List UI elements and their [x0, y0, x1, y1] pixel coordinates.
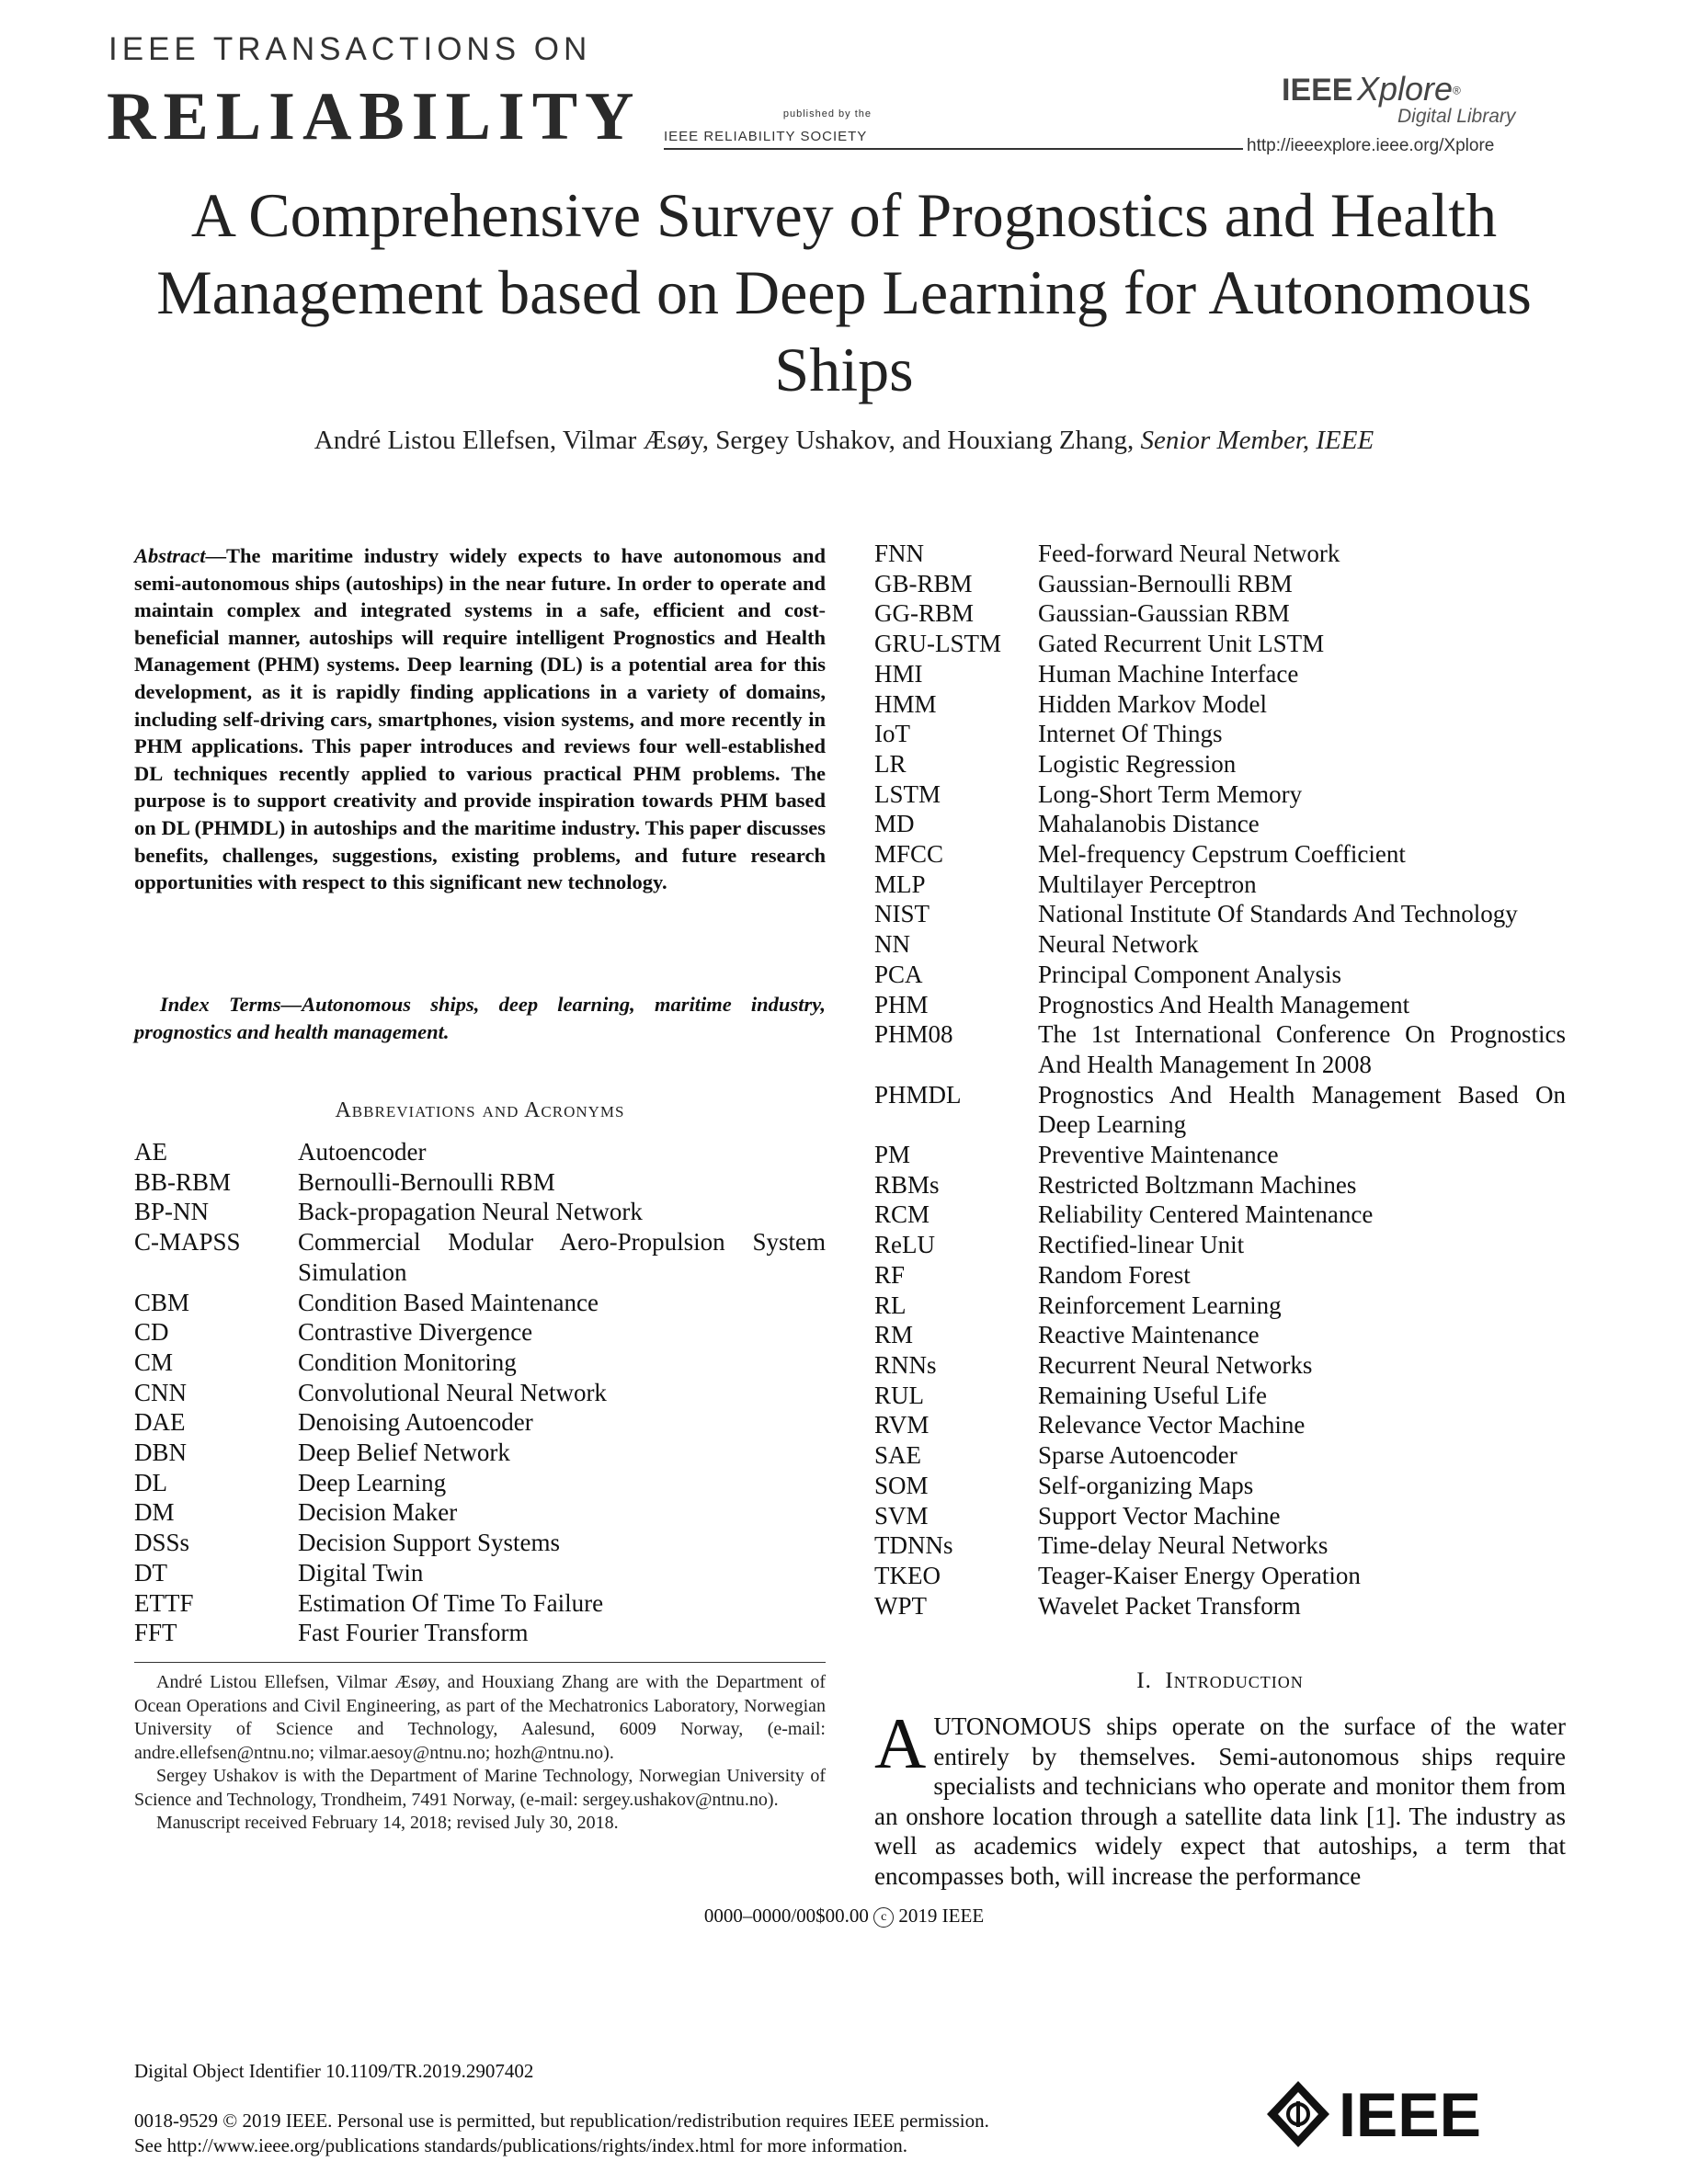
abbreviation-term: TDNNs	[874, 1531, 953, 1560]
abbreviation-definition: Feed-forward Neural Network	[1038, 540, 1340, 567]
abbreviation-term: CD	[134, 1318, 169, 1347]
footnote-affiliation-1: André Listou Ellefsen, Vilmar Æsøy, and Houxiang Zhang are with the Department of Ocean Operations and Civil Engineering, as part of the Mechatronics Laboratory, Norwegian University of Science and Technology, Aalesund, 6009 Norway, (e-mail: andre.ellefsen@ntnu.no; vilmar.aesoy@ntnu.no; hozh@ntnu.no).	[134, 1672, 826, 1763]
abbreviation-term: RM	[874, 1321, 914, 1349]
abbreviation-term: HMI	[874, 659, 923, 688]
abbreviation-row	[874, 809, 1566, 839]
abbreviation-definition: Principal Component Analysis	[1038, 960, 1341, 988]
abbreviation-definition: Deep Learning	[298, 1468, 447, 1496]
abbreviation-row	[874, 689, 1566, 720]
abbreviation-term: MFCC	[874, 840, 944, 869]
intro-text: ships operate on the surface of the water entirely by themselves. Semi-autonomous ships require specialists and technicians who operate and monitor them from an onshore location through a satellite data link [1]. The industry as well as academics widely expect that autoships, a term that encompasses both, will increase the performance	[874, 1712, 1566, 1890]
abbreviation-definition: Bernoulli-Bernoulli RBM	[298, 1167, 555, 1196]
abbreviation-term: DAE	[134, 1408, 186, 1437]
abbreviation-row	[134, 1588, 826, 1619]
journal-name: RELIABILITY	[107, 79, 642, 154]
abbreviation-definition: Hidden Markov Model	[1038, 689, 1267, 718]
abbreviation-definition: Estimation Of Time To Failure	[298, 1588, 604, 1617]
index-terms-label: Index Terms	[160, 993, 281, 1016]
abbreviation-term: BB-RBM	[134, 1167, 232, 1196]
abbreviation-definition: Neural Network	[1038, 930, 1199, 959]
abbreviation-term: PHM08	[874, 1020, 953, 1049]
abbreviation-definition: Reinforcement Learning	[1038, 1291, 1282, 1319]
abbreviation-definition: Condition Monitoring	[298, 1348, 517, 1376]
abbreviation-term: RVM	[874, 1411, 930, 1439]
abbreviation-term: GB-RBM	[874, 569, 973, 597]
abbreviation-term: DL	[134, 1468, 167, 1496]
abbreviation-row	[874, 569, 1566, 599]
abbreviation-row	[134, 1528, 826, 1558]
abbreviation-definition: Condition Based Maintenance	[298, 1288, 599, 1316]
abbreviation-definition: Random Forest	[1038, 1260, 1191, 1289]
footnote-affiliation-2: Sergey Ushakov is with the Department of Marine Technology, Norwegian University of Science and Technology, Trondheim, 7491 Norway, (e-mail: sergey.ushakov@ntnu.no).	[134, 1766, 826, 1810]
abbreviation-definition: The 1st International Conference On Prognostics And Health Management In 2008	[1038, 1020, 1566, 1078]
abbreviation-term: MD	[874, 810, 915, 838]
abbreviation-row	[874, 1320, 1566, 1350]
abbreviation-definition: Logistic Regression	[1038, 749, 1237, 778]
abbreviation-term: BP-NN	[134, 1198, 210, 1226]
abbreviation-row	[134, 1558, 826, 1588]
abbreviation-term: SAE	[874, 1441, 922, 1470]
abbreviation-term: LR	[874, 749, 907, 778]
abbreviation-row	[874, 1561, 1566, 1591]
abbreviation-list-right	[874, 539, 1566, 1621]
abbreviation-term: TKEO	[874, 1561, 941, 1589]
abbreviation-term: RCM	[874, 1200, 930, 1229]
abbreviation-term: NIST	[874, 900, 930, 928]
abbreviation-term: DBN	[134, 1439, 188, 1467]
abbreviation-row	[874, 629, 1566, 659]
ieee-xplore-logo	[1282, 70, 1461, 108]
permission-notice	[134, 2109, 989, 2158]
abbreviation-term: CBM	[134, 1288, 190, 1316]
abbreviation-term: RL	[874, 1291, 907, 1319]
introduction-body	[874, 1703, 1566, 1891]
abstract-text: The maritime industry widely expects to have autonomous and semi-autonomous ships (autoships) in the near future. In order to operate and maintain complex and integrated systems in a safe, efficient and cost-beneficial manner, autoships will require intelligent Prognostics and Health Management (PHM) systems. Deep learning (DL) is a potential area for this development, as it is rapidly finding applications in a variety of domains, including self-driving cars, smartphones, vision systems, and more recently in PHM applications. This paper introduces and reviews four well-established DL techniques recently applied to various practical PHM problems. The purpose is to support creativity and provide inspiration towards PHM based on DL (PHMDL) in autoships and the maritime industry. This paper discusses benefits, challenges, suggestions, existing problems, and future research opportunities with respect to this significant new technology.	[134, 544, 826, 894]
abbreviation-definition: Rectified-linear Unit	[1038, 1231, 1245, 1259]
abbreviation-definition: Mahalanobis Distance	[1038, 810, 1260, 838]
abbreviation-row	[874, 1260, 1566, 1291]
published-by-label: published by the	[782, 108, 872, 119]
abbreviation-definition: Reliability Centered Maintenance	[1038, 1200, 1374, 1229]
abbreviation-row	[134, 1378, 826, 1408]
abbreviation-row	[134, 1468, 826, 1498]
abbreviation-definition: Gaussian-Bernoulli RBM	[1038, 569, 1293, 597]
abbreviation-term: MLP	[874, 870, 926, 898]
abbreviation-row	[874, 1501, 1566, 1531]
ieee-logo-text: IEEE	[1339, 2080, 1481, 2149]
abbreviation-row	[874, 659, 1566, 689]
abbreviation-definition: Contrastive Divergence	[298, 1318, 533, 1347]
abbreviation-row	[134, 1438, 826, 1468]
abbreviation-definition: Time-delay Neural Networks	[1038, 1531, 1329, 1560]
abbreviation-definition: Back-propagation Neural Network	[298, 1198, 643, 1226]
abbreviation-term: C-MAPSS	[134, 1228, 241, 1257]
xplore-ieee-text: IEEE	[1282, 73, 1353, 108]
abbreviation-term: RBMs	[874, 1170, 940, 1199]
abbreviation-term: RF	[874, 1260, 906, 1289]
abbreviation-term: DSSs	[134, 1529, 190, 1557]
abbreviation-definition: Teager-Kaiser Energy Operation	[1038, 1561, 1361, 1589]
abbreviation-definition: Relevance Vector Machine	[1038, 1411, 1306, 1439]
abstract: Abstract—The maritime industry widely expects to have autonomous and semi-autonomous ships (autoships) in the near future. In order to operate and maintain complex and integrated systems in a safe, efficient and cost-beneficial manner, autoships will require intelligent Prognostics and Health Management (PHM) systems. Deep learning (DL) is a potential area for this development, as it is rapidly finding applications in a variety of domains, including self-driving cars, smartphones, vision systems, and more recently in PHM applications. This paper introduces and reviews four well-established DL techniques recently applied to various practical PHM problems. The purpose is to support creativity and provide inspiration towards PHM based on DL (PHMDL) in autoships and the maritime industry. This paper discusses benefits, challenges, suggestions, existing problems, and future research opportunities with respect to this significant new technology.	[134, 544, 826, 894]
abbreviation-term: RUL	[874, 1381, 924, 1409]
copyright-code: 0000–0000/00$00.00	[703, 1905, 869, 1927]
index-terms-text: Autonomous ships, deep learning, maritime industry, prognostics and health management.	[134, 993, 826, 1043]
abbreviation-definition: Support Vector Machine	[1038, 1501, 1281, 1530]
abbreviation-term: CNN	[134, 1378, 188, 1406]
abbreviation-row	[134, 1227, 826, 1287]
abbreviation-definition: Reactive Maintenance	[1038, 1321, 1260, 1349]
copyright-icon: c	[873, 1907, 894, 1928]
footnotes	[134, 1671, 826, 1836]
abbreviation-row	[874, 749, 1566, 779]
author-role: Senior Member, IEEE	[1140, 426, 1374, 455]
abbreviation-definition: Deep Belief Network	[298, 1439, 510, 1467]
permission-line-2[interactable]: See http://www.ieee.org/publications standards/publications/rights/index.html for more information.	[134, 2134, 908, 2156]
abbreviation-row	[134, 1137, 826, 1167]
abbreviation-row	[874, 1471, 1566, 1501]
xplore-url[interactable]: http://ieeexplore.ieee.org/Xplore	[1247, 136, 1495, 155]
abbreviation-row	[874, 1350, 1566, 1381]
doi-line: Digital Object Identifier 10.1109/TR.2019.2907402	[134, 2060, 534, 2082]
abbreviation-row	[874, 1291, 1566, 1321]
abbreviation-definition: Commercial Modular Aero-Propulsion System Simulation	[298, 1228, 826, 1286]
abbreviation-definition: Prognostics And Health Management Based On Deep Learning	[1038, 1080, 1566, 1139]
abbreviation-definition: Mel-frequency Cepstrum Coefficient	[1038, 840, 1406, 869]
abbreviation-row	[874, 899, 1566, 929]
page-copyright	[0, 1905, 1688, 1928]
abbreviation-definition: Self-organizing Maps	[1038, 1471, 1254, 1499]
abbreviation-row	[134, 1288, 826, 1318]
abbreviation-definition: Sparse Autoencoder	[1038, 1441, 1237, 1470]
abbreviation-term: CM	[134, 1348, 174, 1376]
abbreviation-definition: Fast Fourier Transform	[298, 1619, 529, 1647]
abbreviation-definition: Internet Of Things	[1038, 720, 1223, 748]
abbreviation-definition: Recurrent Neural Networks	[1038, 1350, 1313, 1379]
abbreviation-row	[874, 1381, 1566, 1411]
abbreviation-definition: Denoising Autoencoder	[298, 1408, 533, 1437]
abbreviation-term: FFT	[134, 1619, 177, 1647]
abbreviation-term: PCA	[874, 960, 923, 988]
abbreviation-row	[874, 719, 1566, 749]
author-names: André Listou Ellefsen, Vilmar Æsøy, Sergey Ushakov, and Houxiang Zhang,	[314, 426, 1135, 455]
abbreviation-row	[874, 1230, 1566, 1260]
abbreviation-definition: Wavelet Packet Transform	[1038, 1591, 1301, 1620]
abbreviation-term: DT	[134, 1558, 167, 1587]
abbreviation-row	[874, 929, 1566, 960]
abbreviation-definition: Long-Short Term Memory	[1038, 779, 1303, 808]
abbreviation-term: RNNs	[874, 1350, 937, 1379]
abbreviation-row	[874, 960, 1566, 990]
abbreviation-row	[874, 1410, 1566, 1440]
abbreviation-row	[134, 1167, 826, 1198]
abbreviation-row	[134, 1618, 826, 1648]
abbreviation-term: IoT	[874, 720, 910, 748]
abbreviation-term: FNN	[874, 540, 925, 567]
permission-line-1: 0018-9529 © 2019 IEEE. Personal use is permitted, but republication/redistribution requires IEEE permission.	[134, 2110, 989, 2132]
abbreviation-term: NN	[874, 930, 910, 959]
copyright-year: 2019 IEEE	[898, 1905, 985, 1927]
abbreviation-term: PM	[874, 1141, 911, 1169]
abbreviation-definition: Decision Maker	[298, 1498, 458, 1527]
abbreviation-definition: Digital Twin	[298, 1558, 424, 1587]
abbreviation-definition: Restricted Boltzmann Machines	[1038, 1170, 1357, 1199]
abbreviation-row	[134, 1317, 826, 1348]
abbreviation-row	[874, 1440, 1566, 1471]
abbreviation-term: LSTM	[874, 779, 941, 808]
abbreviation-list-left	[134, 1137, 826, 1648]
index-terms: Index Terms—Autonomous ships, deep learning, maritime industry, prognostics and health management.	[134, 993, 826, 1043]
footnote-rule	[134, 1662, 826, 1663]
abbreviation-row	[874, 1200, 1566, 1230]
abbreviation-definition: Prognostics And Health Management	[1038, 990, 1410, 1018]
abbreviation-row	[874, 990, 1566, 1020]
ieee-diamond-icon	[1267, 2081, 1329, 2147]
abbreviation-row	[134, 1407, 826, 1438]
abbreviation-definition: Multilayer Perceptron	[1038, 870, 1257, 898]
abbreviation-term: PHMDL	[874, 1080, 962, 1109]
abbreviation-row	[134, 1348, 826, 1378]
abbreviation-row	[874, 539, 1566, 569]
registered-mark: ®	[1453, 84, 1461, 97]
section-title: Introduction	[1165, 1668, 1304, 1693]
section-number: I.	[1136, 1668, 1152, 1693]
abbreviation-row	[874, 1080, 1566, 1140]
abbreviation-row	[874, 1591, 1566, 1621]
abbreviation-row	[874, 870, 1566, 900]
abbreviation-definition: Gaussian-Gaussian RBM	[1038, 599, 1290, 628]
footnote-manuscript-dates: Manuscript received February 14, 2018; revised July 30, 2018.	[156, 1813, 619, 1833]
abbreviation-definition: Autoencoder	[298, 1138, 427, 1166]
abbreviation-row	[134, 1197, 826, 1227]
abbreviation-row	[134, 1497, 826, 1528]
abbreviation-definition: Remaining Useful Life	[1038, 1381, 1267, 1409]
abbreviation-row	[874, 1140, 1566, 1170]
abbreviation-term: SVM	[874, 1501, 929, 1530]
xplore-name-text: Xplore	[1356, 70, 1453, 108]
abbreviations-heading: Abbreviations and Acronyms	[335, 1098, 625, 1122]
drop-cap: A	[874, 1703, 927, 1783]
abbreviation-term: HMM	[874, 689, 937, 718]
abbreviation-term: GG-RBM	[874, 599, 975, 628]
abbreviation-term: PHM	[874, 990, 929, 1018]
abbreviation-term: ReLU	[874, 1231, 935, 1259]
ieee-logo	[1265, 2079, 1504, 2149]
digital-library-label: Digital Library	[1397, 106, 1516, 127]
abbreviation-row	[874, 1170, 1566, 1200]
abbreviation-row	[874, 598, 1566, 629]
abstract-label: Abstract	[134, 544, 206, 567]
paper-title: A Comprehensive Survey of Prognostics and Health Management based on Deep Learning for Autonomous Ships	[156, 180, 1532, 404]
author-line	[110, 426, 1578, 456]
header-rule	[664, 148, 1243, 150]
abbreviation-definition: Convolutional Neural Network	[298, 1378, 607, 1406]
abbreviation-term: SOM	[874, 1471, 929, 1499]
introduction-heading	[874, 1668, 1566, 1694]
abbreviation-term: ETTF	[134, 1588, 194, 1617]
journal-series-name: IEEE TRANSACTIONS ON	[108, 31, 592, 67]
intro-lead-word: UTONOMOUS	[933, 1712, 1092, 1740]
society-name: IEEE RELIABILITY SOCIETY	[664, 129, 868, 144]
abbreviation-definition: Decision Support Systems	[298, 1529, 561, 1557]
abbreviation-row	[874, 1019, 1566, 1079]
abbreviation-definition: Gated Recurrent Unit LSTM	[1038, 630, 1325, 658]
abbreviation-definition: Preventive Maintenance	[1038, 1141, 1279, 1169]
abbreviation-row	[874, 839, 1566, 870]
abbreviation-term: DM	[134, 1498, 175, 1527]
abbreviation-row	[874, 1530, 1566, 1561]
abbreviation-term: WPT	[874, 1591, 927, 1620]
abbreviation-definition: National Institute Of Standards And Technology	[1038, 900, 1518, 928]
abbreviation-definition: Human Machine Interface	[1038, 659, 1299, 688]
abbreviation-row	[874, 779, 1566, 810]
abbreviation-term: AE	[134, 1138, 167, 1166]
abbreviation-term: GRU-LSTM	[874, 630, 1002, 658]
